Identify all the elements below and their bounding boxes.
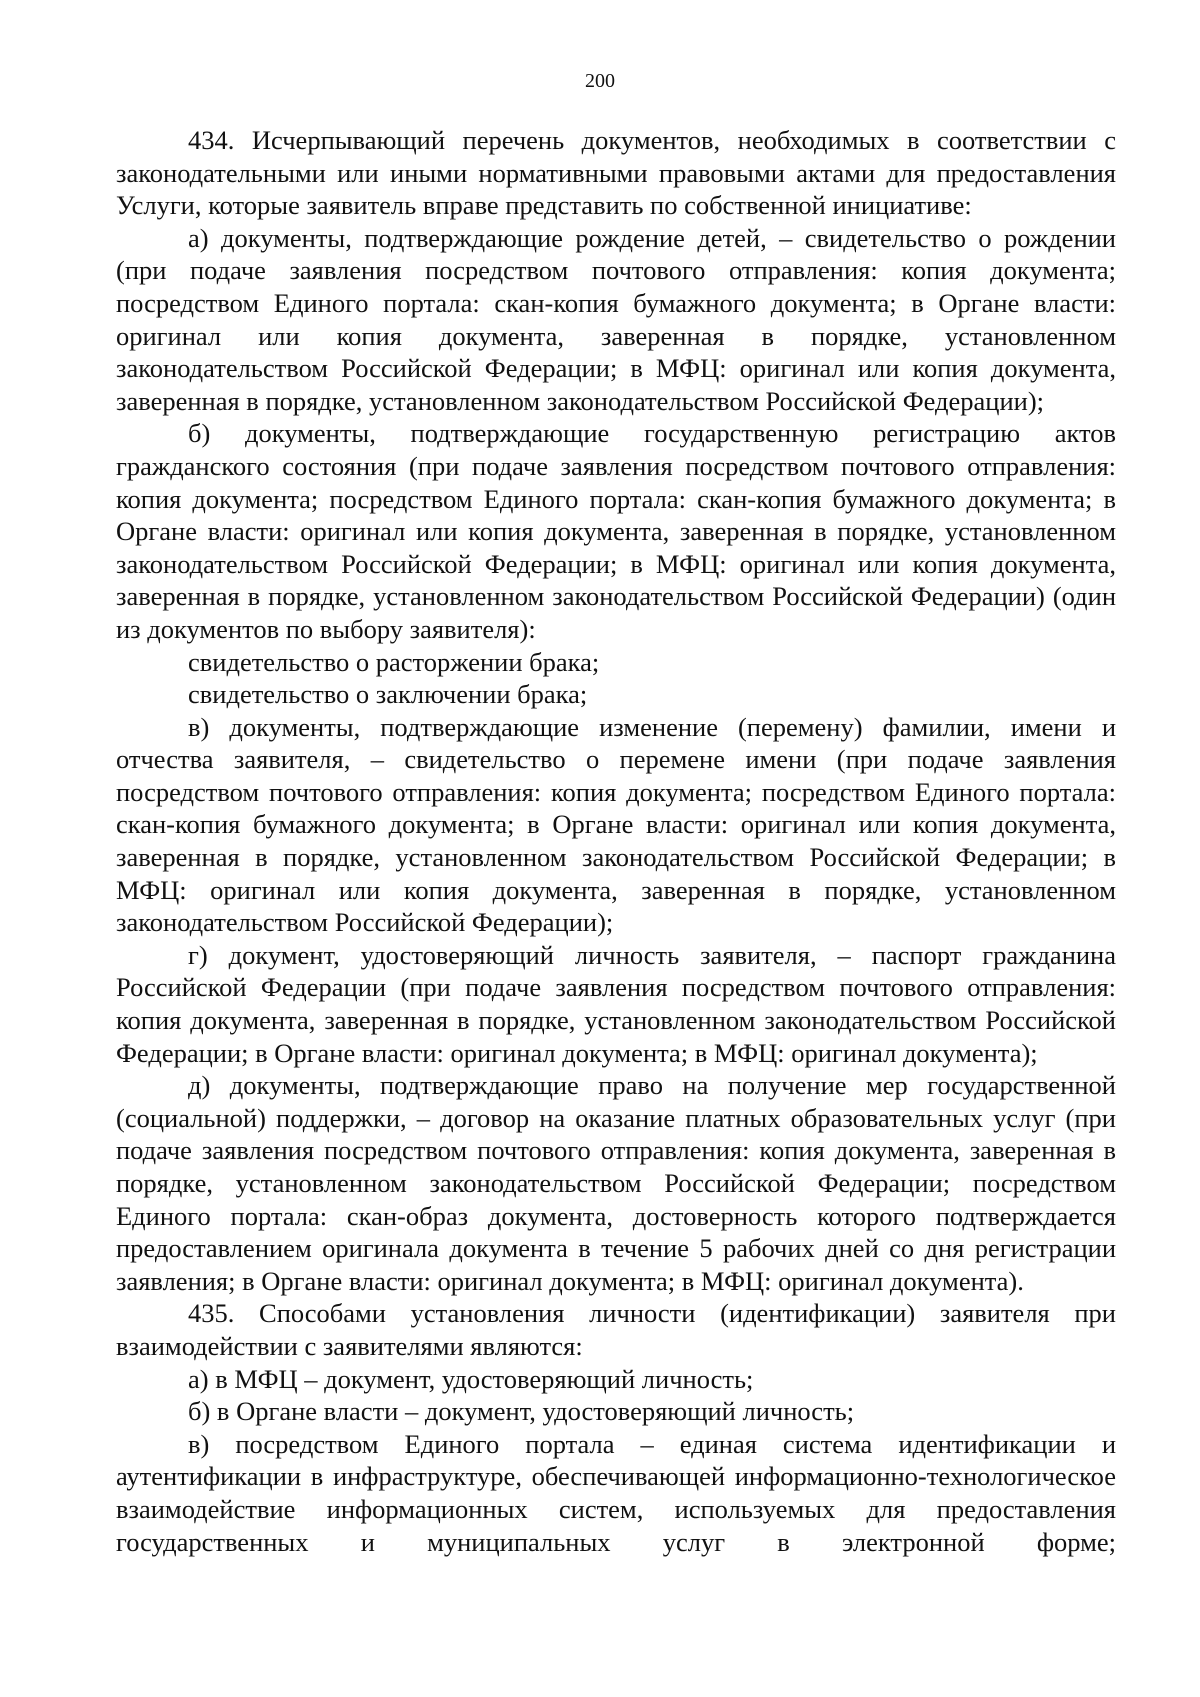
paragraph-434-a: а) документы, подтверждающие рождение детей, – свидетельство о рождении (при подаче заявления посредством почтового отправления: копия документа; посредством Единого портала: скан-копия бумажного документа; в Органе власти: оригинал или копия документа, заверенная в порядке, установленном законодательством Российской Федерации; в МФЦ: оригинал или копия документа, заверенная в порядке, установленном законодательством Российской Федерации);: [116, 222, 1116, 416]
paragraph-434-d: д) документы, подтверждающие право на получение мер государственной (социальной) поддержки, – договор на оказание платных образовательных услуг (при подаче заявления посредством почтового отправления: копия документа, заверенная в порядке, установленном законодательством Российской Федерации; посредством Единого портала: скан-образ документа, достоверность которого подтверждается предоставлением оригинала документа в течение 5 рабочих дней со дня регистрации заявления; в Органе власти: оригинал документа; в МФЦ: оригинал документа).: [116, 1070, 1116, 1296]
paragraph-434-b-item-divorce: свидетельство о расторжении брака;: [188, 646, 600, 677]
paragraph-434-intro: 434. Исчерпывающий перечень документов, необходимых в соответствии с законодательными или иными нормативными правовыми актами для предоставления Услуги, которые заявитель вправе представить по собственной инициативе:: [116, 125, 1116, 221]
paragraph-435-a: а) в МФЦ – документ, удостоверяющий личность;: [188, 1363, 754, 1394]
paragraph-434-v: в) документы, подтверждающие изменение (перемену) фамилии, имени и отчества заявителя, – свидетельство о перемене имени (при подаче заявления посредством почтового отправления: копия документа; посредством Единого портала: скан-копия бумажного документа; в Органе власти: оригинал или копия документа, заверенная в порядке, установленном законодательством Российской Федерации; в МФЦ: оригинал или копия документа, заверенная в порядке, установленном законодательством Российской Федерации);: [116, 711, 1116, 938]
paragraph-435-intro: 435. Способами установления личности (идентификации) заявителя при взаимодействии с заявителями являются:: [116, 1298, 1116, 1361]
document-body: [116, 124, 1116, 1558]
paragraph-434-b-item-marriage: свидетельство о заключении брака;: [188, 679, 588, 710]
paragraph-435-b: б) в Органе власти – документ, удостоверяющий личность;: [188, 1396, 855, 1427]
page-number: 200: [585, 70, 615, 92]
paragraph-434-g: г) документ, удостоверяющий личность заявителя, – паспорт гражданина Российской Федерации (при подаче заявления посредством почтового отправления: копия документа, заверенная в порядке, установленном законодательством Российской Федерации; в Органе власти: оригинал документа; в МФЦ: оригинал документа);: [116, 939, 1116, 1068]
paragraph-434-b: б) документы, подтверждающие государственную регистрацию актов гражданского состояния (при подаче заявления посредством почтового отправления: копия документа; посредством Единого портала: скан-копия бумажного документа; в Органе власти: оригинал или копия документа, заверенная в порядке, установленном законодательством Российской Федерации; в МФЦ: оригинал или копия документа, заверенная в порядке, установленном законодательством Российской Федерации) (один из документов по выбору заявителя):: [116, 418, 1116, 644]
paragraph-435-v: в) посредством Единого портала – единая система идентификации и аутентификации в инфраструктуре, обеспечивающей информационно-технологическое взаимодействие информационных систем, используемых для предоставления государственных и муниципальных услуг в электронной форме;: [116, 1428, 1116, 1557]
